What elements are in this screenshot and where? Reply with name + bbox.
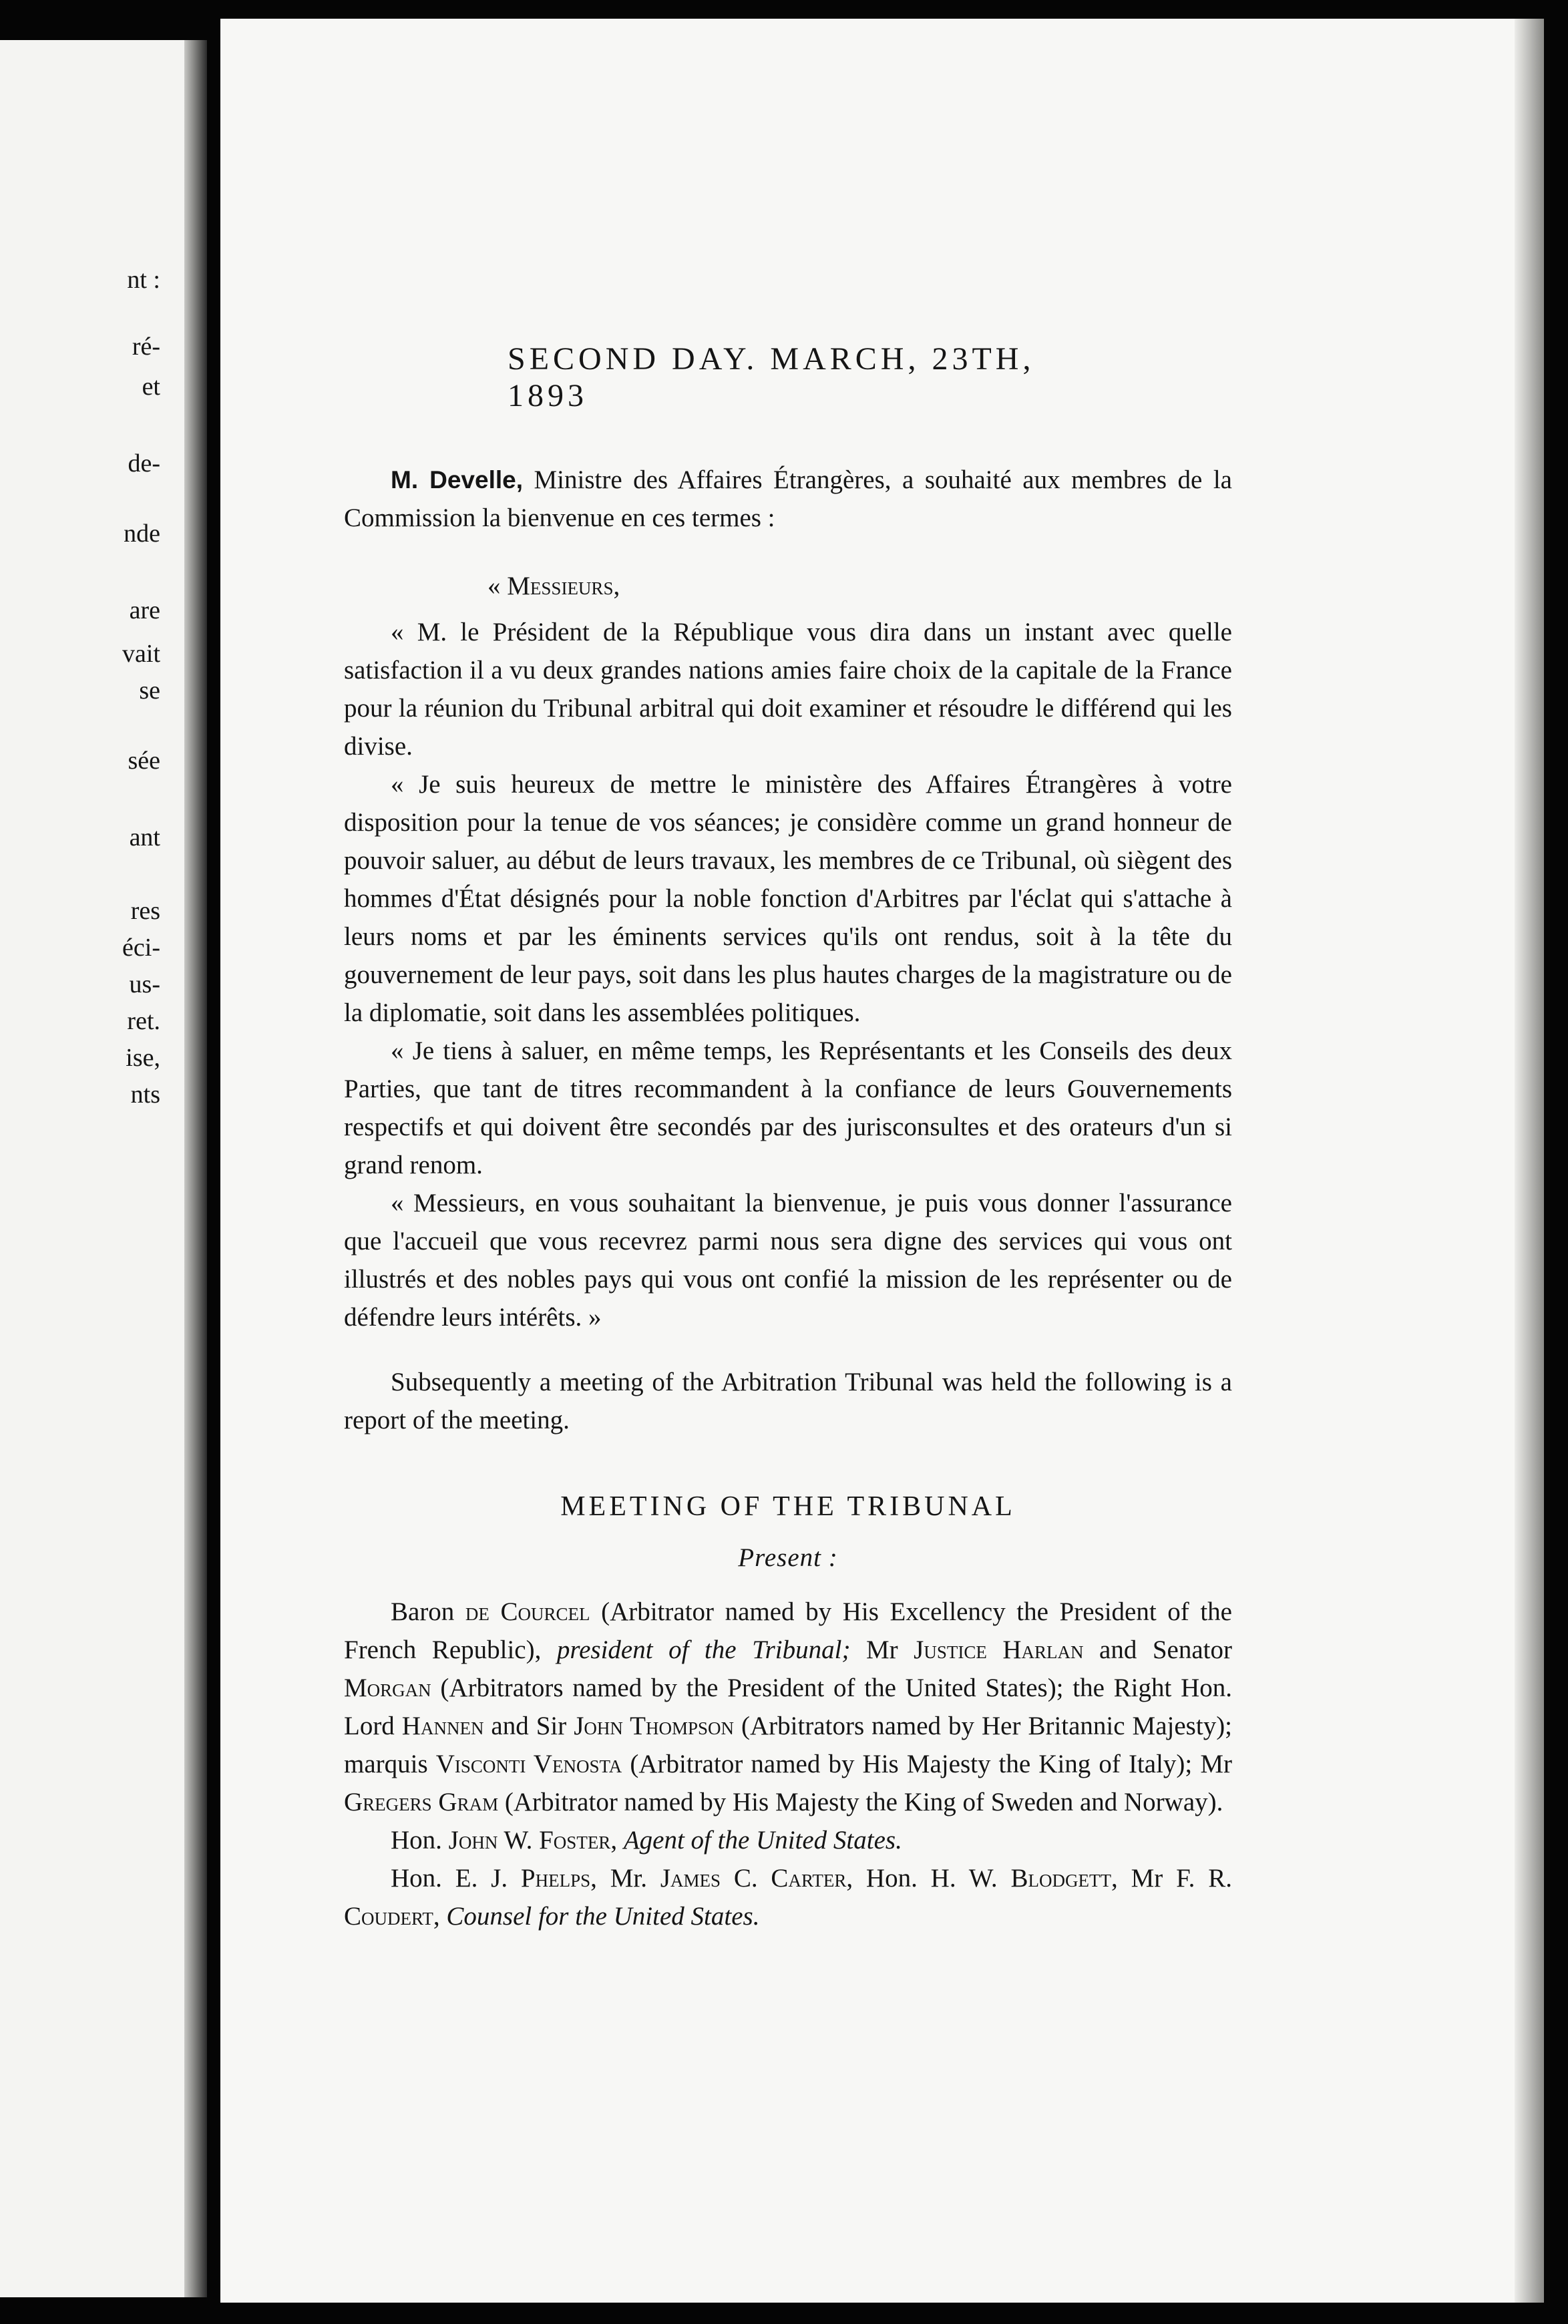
page-gutter xyxy=(184,40,207,2297)
left-page-fragment: nt : xyxy=(127,266,160,294)
person-name: E. J. Phelps xyxy=(455,1864,591,1893)
text-segment: , Mr F. R. xyxy=(1111,1864,1232,1893)
speaker-name: M. Develle, xyxy=(391,466,523,494)
left-page-fragment: ant xyxy=(129,823,160,851)
text-segment: , Mr. xyxy=(590,1864,660,1893)
page-edge xyxy=(1515,19,1544,2303)
left-page-fragment: vait xyxy=(122,640,160,668)
body-text-upper xyxy=(344,461,1232,1439)
intro-paragraph xyxy=(344,461,1232,537)
role-text: Counsel for the United States. xyxy=(446,1902,760,1931)
speech-paragraph-4: « Messieurs, en vous souhaitant la bienvenue, je puis vous donner l'assurance que l'accueil que vous recevrez parmi nous sera digne des services qui vous ont illustrés et des nobles pays qui vous ont confié la mission de les représenter ou de défendre leurs intérêts. » xyxy=(344,1189,1232,1332)
text-segment: Hon. xyxy=(391,1826,449,1855)
person-name: John Thompson xyxy=(574,1712,735,1740)
text-segment: Hon. xyxy=(391,1864,455,1893)
intro-text: Ministre des Affaires Étrangères, a souhaité aux membres de la Commission la bienvenue en ces termes : xyxy=(344,465,1232,532)
person-name: de Courcel xyxy=(465,1597,590,1626)
speech-paragraph-2: « Je suis heureux de mettre le ministère des Affaires Étrangères à votre disposition pour la tenue de vos séances; je considère comme un grand honneur de pouvoir saluer, au début de leurs travaux, les membres de ce Tribunal, où siègent des hommes d'État désignés pour la noble fonction d'Arbitres par l'éclat qui s'attache à leurs noms et par les éminents services qu'ils ont rendus, soit à la tête du gouvernement de leur pays, soit dans les plus hautes charges de la magistrature ou de la diplomatie, soit dans les assemblées politiques. xyxy=(344,770,1232,1027)
text-segment: (Arbitrator named by His Excellency the President of the French Republic), xyxy=(344,1597,1232,1664)
left-page-fragment: et xyxy=(142,373,160,401)
text-segment: (Arbitrators named by the President of the United States); the Right Hon. Lord xyxy=(344,1674,1232,1740)
person-name: Coudert xyxy=(344,1902,433,1931)
left-page-fragment: us- xyxy=(129,970,160,998)
meeting-heading: MEETING OF THE TRIBUNAL xyxy=(560,1491,1016,1522)
left-page-fragment: are xyxy=(129,596,160,624)
person-name: John W. Foster xyxy=(448,1826,611,1855)
present-label: Present : xyxy=(738,1543,838,1572)
speech-paragraph-1: « M. le Président de la République vous dira dans un instant avec quelle satisfaction il a vu deux grandes nations amies faire choix de la capitale de la France pour la réunion du Tribunal arbitral qui doit examiner et résoudre le différend qui les divise. xyxy=(344,618,1232,761)
person-name: H. W. Blodgett xyxy=(930,1864,1111,1893)
person-name: Visconti Venosta xyxy=(435,1750,622,1778)
left-page-fragment: de- xyxy=(128,449,160,477)
text-segment: , xyxy=(433,1902,447,1931)
role-text: president of the Tribunal; xyxy=(556,1635,851,1664)
subsequent-paragraph: Subsequently a meeting of the Arbitration Tribunal was held the following is a report of the meeting. xyxy=(344,1368,1232,1434)
person-name: Gregers Gram xyxy=(344,1788,499,1816)
speech-paragraph-3: « Je tiens à saluer, en même temps, les Représentants et les Conseils des deux Parties, que tant de titres recommandent à la confiance de leurs Gouvernements respectifs et qui doivent être secondés par des jurisconsultes et des orateurs d'un si grand renom. xyxy=(344,1036,1232,1179)
text-segment: (Arbitrators named by Her Britannic Majesty); marquis xyxy=(344,1712,1233,1778)
person-name: Hannen xyxy=(401,1712,484,1740)
page-title: SECOND DAY. MARCH, 23TH, 1893 xyxy=(508,341,1035,413)
text-segment: Baron xyxy=(391,1597,465,1626)
text-segment: (Arbitrator named by His Majesty the King of Italy); Mr xyxy=(622,1750,1232,1778)
left-page-fragment: ise, xyxy=(126,1044,160,1072)
role-text: Agent of the United States. xyxy=(623,1826,902,1855)
person-name: James C. Carter xyxy=(660,1864,847,1893)
left-page-fragment: sée xyxy=(128,747,160,775)
left-page-fragment: nts xyxy=(130,1081,160,1109)
present-counsel xyxy=(344,1859,1232,1935)
text-segment: and Senator xyxy=(1083,1635,1232,1664)
text-segment: , Hon. xyxy=(846,1864,931,1893)
text-segment: (Arbitrator named by His Majesty the King of Sweden and Norway). xyxy=(498,1788,1223,1816)
person-name: Morgan xyxy=(344,1674,431,1702)
left-page-fragment: ret. xyxy=(127,1007,160,1035)
text-segment: Mr xyxy=(850,1635,914,1664)
body-text-lower xyxy=(344,1593,1232,1935)
text-segment: and Sir xyxy=(483,1712,574,1740)
left-page-fragment: éci- xyxy=(122,934,160,962)
left-page-fragment: ré- xyxy=(132,333,160,361)
left-page-fragment: se xyxy=(139,676,160,705)
person-name: Justice Harlan xyxy=(914,1635,1084,1664)
salutation: « Messieurs, xyxy=(487,572,620,600)
left-page-fragment: nde xyxy=(124,520,160,548)
text-segment: , xyxy=(610,1826,624,1855)
present-agent xyxy=(344,1821,1232,1859)
left-page-fragment: res xyxy=(130,897,160,925)
present-arbitrators xyxy=(344,1593,1232,1821)
